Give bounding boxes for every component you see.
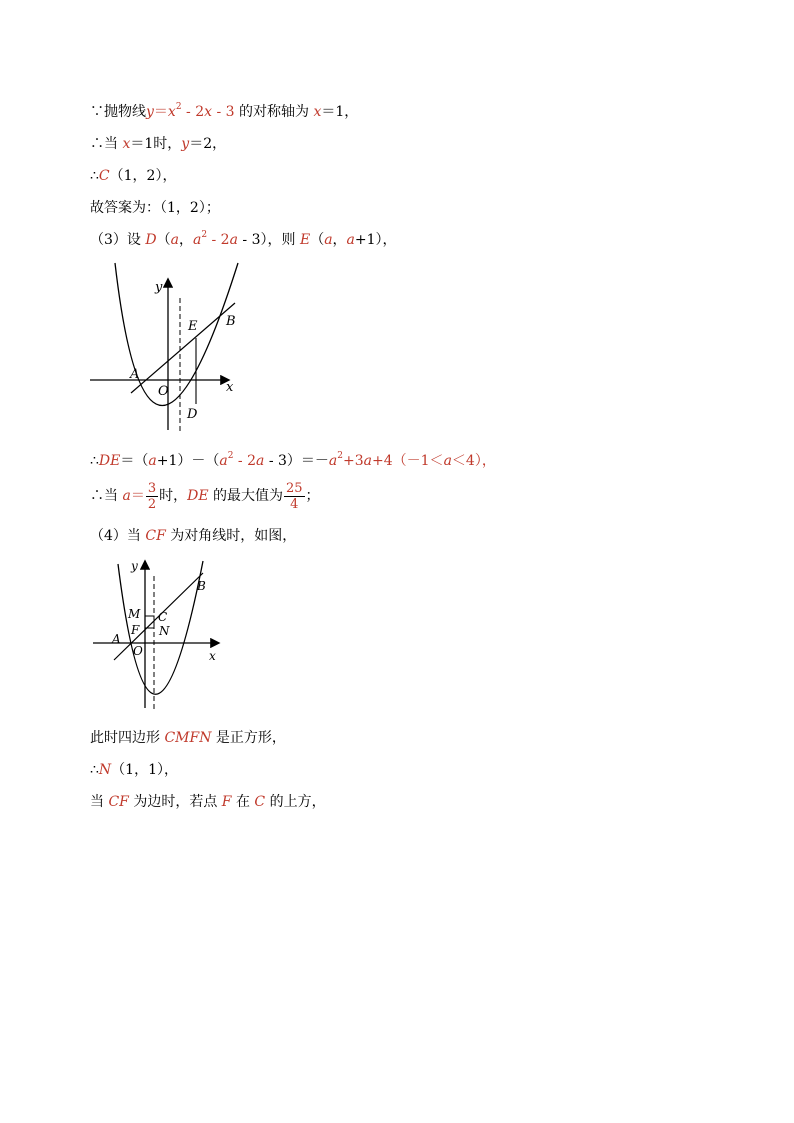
math-var: a xyxy=(170,232,179,248)
text: - 2 xyxy=(181,104,205,120)
text: ， xyxy=(332,232,347,248)
label-y: y xyxy=(131,559,138,573)
label-m: M xyxy=(128,607,141,621)
text: - 2 xyxy=(207,232,230,248)
denominator: 4 xyxy=(290,496,299,512)
text: +3 xyxy=(343,453,364,469)
math-var: a xyxy=(346,232,355,248)
math-var: a xyxy=(443,453,452,469)
math-var: a xyxy=(192,232,202,248)
math-var: a xyxy=(229,232,238,248)
math-var: C xyxy=(254,794,266,810)
text: 是正方形， xyxy=(211,730,286,746)
label-o: O xyxy=(133,644,143,658)
label-o: O xyxy=(158,384,169,399)
math-var: DE xyxy=(187,488,209,504)
math-var: x xyxy=(204,104,213,120)
label-x: x xyxy=(209,649,216,663)
text: +1）－（ xyxy=(156,453,220,469)
text: - 2 xyxy=(233,453,257,469)
text: ∴ xyxy=(90,762,99,778)
math-var: a xyxy=(122,488,131,504)
label-x: x xyxy=(226,380,234,395)
math-var: a xyxy=(148,453,157,469)
exponent: 2 xyxy=(175,102,182,113)
text: - 3 xyxy=(212,104,235,120)
exponent: 2 xyxy=(337,451,344,462)
math-var: CF xyxy=(108,794,129,810)
text: （ xyxy=(156,232,171,248)
text-line-7 xyxy=(90,478,320,514)
text: ＜4）， xyxy=(451,453,496,469)
text: 当 xyxy=(90,794,109,810)
text: ＝1， xyxy=(321,104,359,120)
math-var: x xyxy=(167,104,176,120)
text: 在 xyxy=(231,794,255,810)
text: 的对称轴为 xyxy=(234,104,314,120)
text: ， xyxy=(178,232,193,248)
text: ∴ xyxy=(90,453,99,469)
text: 此时四边形 xyxy=(90,730,165,746)
text-line-6 xyxy=(90,452,496,470)
numerator: 25 xyxy=(286,480,303,496)
text: ∴当 xyxy=(90,488,123,504)
text: ∵抛物线 xyxy=(90,104,146,120)
denominator: 2 xyxy=(147,496,157,512)
text: 为对角线时，如图， xyxy=(165,528,297,544)
text: ∴当 xyxy=(90,136,123,152)
label-b: B xyxy=(197,579,206,593)
label-y: y xyxy=(155,280,163,295)
text-line-8 xyxy=(90,527,296,545)
math-var: a xyxy=(219,453,228,469)
math-var: x xyxy=(313,104,322,120)
exponent: 2 xyxy=(201,230,208,241)
text: ＝2， xyxy=(189,136,227,152)
fraction-25-4 xyxy=(284,481,305,512)
text: （1，1）， xyxy=(111,762,178,778)
text-line-9 xyxy=(90,729,286,747)
math-var: a xyxy=(256,453,265,469)
text: （1，2）， xyxy=(109,168,177,184)
text-line-4 xyxy=(90,199,220,217)
text: （ xyxy=(310,232,325,248)
label-b: B xyxy=(226,314,236,329)
text: ＝1时， xyxy=(130,136,182,152)
math-var: CMFN xyxy=(164,730,212,746)
math-var: E xyxy=(299,232,311,248)
text-line-5 xyxy=(90,231,397,249)
text: +1）， xyxy=(354,232,397,248)
math-var: CF xyxy=(145,528,166,544)
math-var: a xyxy=(324,232,333,248)
math-var: D xyxy=(145,232,157,248)
label-a: A xyxy=(130,367,140,382)
label-f: F xyxy=(131,623,140,637)
label-a: A xyxy=(112,632,121,646)
text-line-1 xyxy=(90,103,358,121)
text: - 3）＝－ xyxy=(264,453,329,469)
text: ＝ xyxy=(153,104,168,120)
text: 的最大值为 xyxy=(208,488,283,504)
math-var: DE xyxy=(98,453,121,469)
numerator: 3 xyxy=(147,480,157,496)
math-var: a xyxy=(328,453,338,469)
text: 的上方， xyxy=(265,794,326,810)
parabola xyxy=(115,263,238,406)
math-var: C xyxy=(98,168,110,184)
text: 故答案为：（1，2）； xyxy=(90,200,220,216)
text-line-10 xyxy=(90,761,178,779)
text-line-2 xyxy=(90,135,226,153)
label-e: E xyxy=(188,319,198,334)
label-n: N xyxy=(159,624,170,638)
text-line-11 xyxy=(90,793,326,811)
exponent: 2 xyxy=(227,451,234,462)
text: - 3），则 xyxy=(237,232,300,248)
figure-2-graph xyxy=(88,556,228,716)
fraction-3-2 xyxy=(146,481,158,512)
text: （3）设 xyxy=(90,232,146,248)
math-var: N xyxy=(98,762,112,778)
math-var: y xyxy=(146,104,154,120)
text: 为边时，若点 xyxy=(128,794,222,810)
text-line-3 xyxy=(90,167,176,185)
label-c: C xyxy=(158,610,168,624)
text: （4）当 xyxy=(90,528,146,544)
math-var: y xyxy=(181,136,190,152)
math-var: F xyxy=(221,794,232,810)
text: 时， xyxy=(159,488,188,504)
text: ∴ xyxy=(90,168,99,184)
text: +4（－1＜ xyxy=(372,453,444,469)
text: ＝（ xyxy=(120,453,149,469)
math-var: a xyxy=(363,453,373,469)
label-d: D xyxy=(187,407,198,422)
figure-1-graph xyxy=(85,258,245,438)
text: ＝ xyxy=(130,488,145,504)
text: ； xyxy=(305,488,320,504)
math-var: x xyxy=(122,136,131,152)
